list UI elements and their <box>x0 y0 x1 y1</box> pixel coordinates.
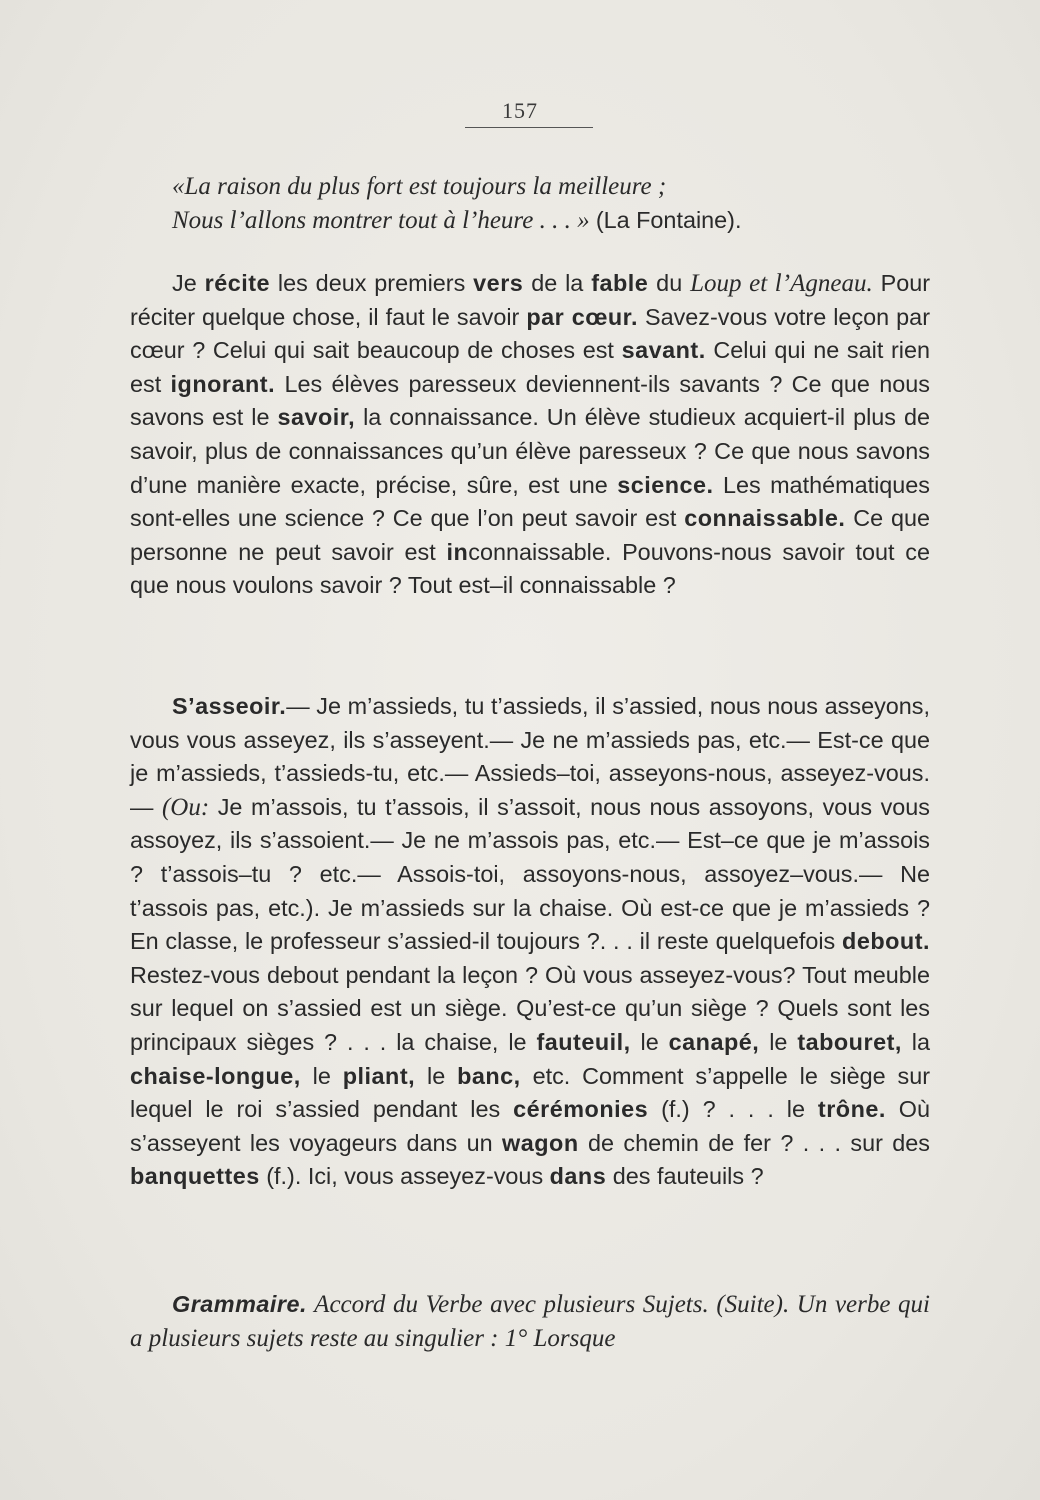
text-run: Pour réciter quelque chose, il faut le savoir <box>130 270 930 330</box>
text-run: — Je m’assieds, tu t’assieds, il s’assied, nous nous asseyons, vous vous asseyez, ils s’asseyent.— Je ne m’assieds pas, etc.— Est-ce que je m’assieds, t’assieds-tu, etc.— Assieds–toi, asseyons-nous, asseyez-vous.— <box>130 693 930 820</box>
text-run: (f.) ? . . . le <box>648 1096 818 1123</box>
quote-line-1: «La raison du plus fort est toujours la meilleure ; <box>172 173 667 200</box>
text-run: le <box>300 1062 343 1089</box>
bold-term: tabouret, <box>797 1028 902 1055</box>
bold-term: dans <box>549 1163 607 1190</box>
bold-term: par cœur. <box>526 303 638 330</box>
bold-term: ignorant. <box>170 370 276 397</box>
text-run: de la <box>523 270 592 296</box>
bold-term: in <box>446 538 469 565</box>
text-run: la connaissance. Un élève studieux acquiert-il plus de savoir, plus de connaissances qu’un élève paresseux ? Ce que nous savons d’une manière exacte, précise, sûre, est une <box>130 404 930 498</box>
bold-term: savant. <box>621 337 706 364</box>
text-run: Les mathématiques sont-elles une science ? Ce que l’on peut savoir est <box>130 471 930 532</box>
bold-term: pliant, <box>342 1062 416 1089</box>
bold-term: fable <box>591 270 649 296</box>
text-run: Ce que personne ne peut savoir est <box>130 505 930 565</box>
italic-note: (Ou: <box>161 793 210 821</box>
text-run: etc. Comment s’appelle le siège sur lequel le roi s’assied pendant les <box>130 1062 931 1123</box>
text-run: la <box>901 1028 930 1055</box>
quote-author: (La Fontaine). <box>595 206 742 233</box>
quote-line-2-text: Nous l’allons montrer tout à l’heure . . . » <box>172 206 590 234</box>
bold-term: banc, <box>457 1062 521 1089</box>
bold-term: canapé, <box>668 1028 760 1055</box>
bold-term: fauteuil, <box>536 1028 631 1055</box>
grammaire-text: Accord du Verbe avec plusieurs Sujets. (Suite). Un verbe qui a plusieurs sujets reste au singulier : 1° Lorsque <box>130 1291 930 1352</box>
bold-term: savoir, <box>277 404 356 431</box>
bold-term: S’asseoir. <box>172 693 287 719</box>
bold-term: science. <box>617 471 714 498</box>
text-run: du <box>648 270 691 296</box>
text-run: le <box>415 1062 458 1089</box>
text-run: Celui qui ne sait rien est <box>130 337 930 397</box>
bold-term: chaise-longue, <box>130 1062 301 1089</box>
bold-term: cérémonies <box>513 1096 649 1123</box>
text-run: Je <box>172 270 205 296</box>
bold-term: banquettes <box>130 1163 260 1190</box>
text-run: Où s’asseyent les voyageurs dans un <box>130 1096 931 1156</box>
paragraph-sasseoir <box>130 690 930 1194</box>
text-run: les deux premiers <box>270 270 474 296</box>
page-number: 157 <box>502 98 538 123</box>
text-run: Les élèves paresseux deviennent-ils savants ? Ce que nous savons est le <box>130 370 930 431</box>
text-run: Savez-vous votre leçon par cœur ? Celui qui sait beaucoup de choses est <box>130 303 930 364</box>
text-run: des fauteuils ? <box>606 1163 764 1190</box>
text-run: de chemin de fer ? . . . sur des <box>578 1129 930 1156</box>
bold-term: trône. <box>817 1096 886 1123</box>
text-run: le <box>630 1028 669 1055</box>
bold-term: vers <box>473 270 524 296</box>
bold-term: connaissable. <box>684 505 846 532</box>
italic-title: Loup et l’Agneau. <box>690 270 873 297</box>
text-run: le <box>759 1028 798 1055</box>
text-run: (f.). Ici, vous asseyez-vous <box>259 1163 550 1190</box>
paragraph-reciter <box>130 267 930 603</box>
text-run: connaissable. Pouvons-nous savoir tout ce que nous voulons savoir ? Tout est–il connaissable ? <box>130 538 931 599</box>
quote-line-2 <box>130 204 930 238</box>
grammaire-label: Grammaire. <box>172 1291 308 1317</box>
bold-term: debout. <box>842 928 930 955</box>
paragraph-grammaire <box>130 1288 930 1355</box>
bold-term: wagon <box>502 1129 579 1156</box>
bold-term: récite <box>204 270 271 296</box>
text-run: Je m’assois, tu t’assois, il s’assoit, nous nous assoyons, vous vous assoyez, ils s’assoient.— Je ne m’assois pas, etc.— Est–ce que je m’assois ? t’assois–tu ? etc.— Assois-toi, assoyons-nous, assoyez–vous.— Ne t’assois pas, etc.). Je m’assieds sur la chaise. Où est-ce que je m’assieds ? En classe, le professeur s’assied-il toujours ?. . . il reste quelquefois <box>130 793 930 955</box>
header-rule <box>465 127 593 128</box>
fable-quote <box>130 170 930 237</box>
text-run: Restez-vous debout pendant la leçon ? Où vous asseyez-vous? Tout meuble sur lequel on s’assied est un siège. Qu’est-ce qu’un siège ? Quels sont les principaux sièges ? . . . la chaise, le <box>130 961 930 1055</box>
